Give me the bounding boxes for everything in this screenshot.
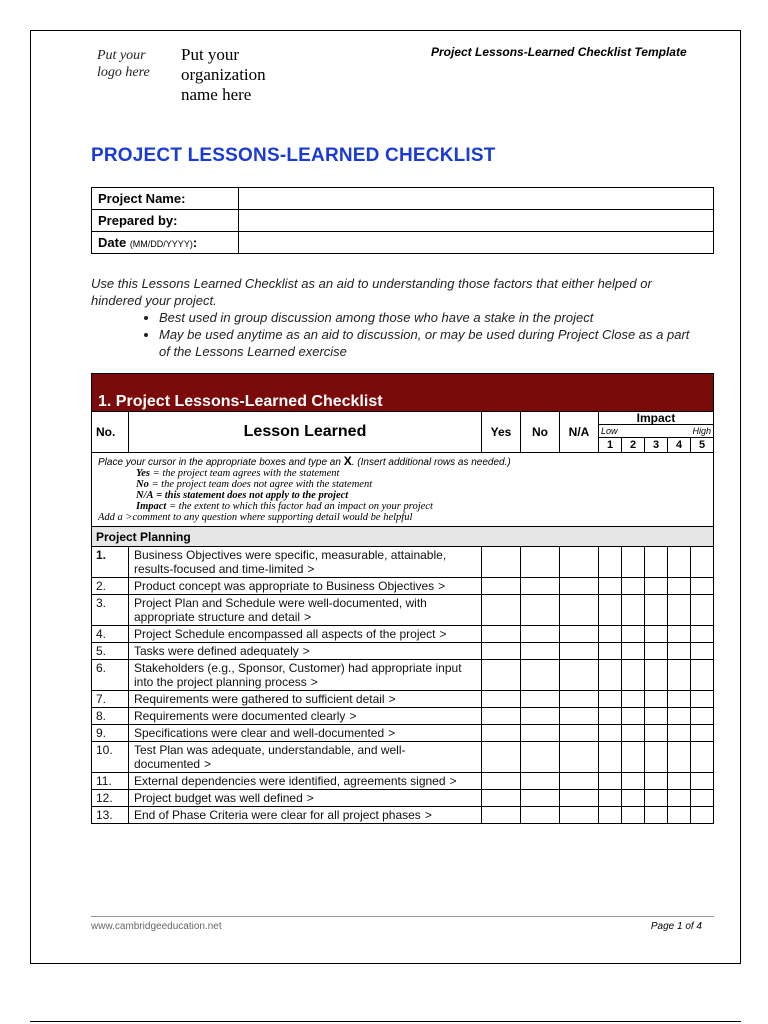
yes-definition: = the project team agrees with the statement (150, 468, 340, 479)
lessons-learned-checklist-table (91, 373, 714, 824)
lesson-text: Specifications were clear and well-documented (134, 726, 385, 740)
row-number: 3. (92, 595, 129, 626)
impact-2-cell[interactable] (622, 742, 645, 773)
impact-high-label: High (692, 426, 711, 436)
row-number: 5. (92, 643, 129, 660)
comment-marker[interactable]: > (449, 774, 457, 788)
date-label-text: Date (98, 235, 127, 250)
row-number: 2. (92, 578, 129, 595)
impact-2-cell[interactable] (622, 578, 645, 595)
impact-label: Impact (636, 411, 676, 425)
date-field[interactable] (239, 232, 714, 254)
impact-1-cell[interactable] (599, 595, 622, 626)
impact-4-cell[interactable] (668, 660, 691, 691)
impact-5-cell[interactable] (691, 807, 714, 824)
group-project-planning: Project Planning (92, 527, 714, 547)
answer-yes-cell[interactable] (482, 773, 521, 790)
impact-3-cell[interactable] (645, 595, 668, 626)
page-footer (91, 916, 714, 932)
impact-3-cell[interactable] (645, 547, 668, 578)
table-row (92, 626, 714, 643)
impact-4-cell[interactable] (668, 790, 691, 807)
comment-marker[interactable]: > (307, 562, 315, 576)
answer-yes-cell[interactable] (482, 691, 521, 708)
answer-no-cell[interactable] (521, 773, 560, 790)
lesson-statement (129, 626, 482, 643)
impact-2-cell[interactable] (622, 595, 645, 626)
impact-low-label: Low (601, 426, 618, 436)
impact-1-cell[interactable] (599, 643, 622, 660)
intro-section (91, 275, 691, 360)
lesson-text: Requirements were documented clearly (134, 709, 346, 723)
row-number: 4. (92, 626, 129, 643)
impact-4-cell[interactable] (668, 578, 691, 595)
impact-3-cell[interactable] (645, 708, 668, 725)
answer-na-cell[interactable] (560, 547, 599, 578)
col-header-impact (599, 412, 714, 453)
table-row (92, 578, 714, 595)
page-title: PROJECT LESSONS-LEARNED CHECKLIST (91, 145, 496, 166)
row-number: 8. (92, 708, 129, 725)
lesson-text: Project budget was well defined (134, 791, 303, 805)
impact-5-cell[interactable] (691, 708, 714, 725)
impact-5-cell[interactable] (691, 626, 714, 643)
document-page (30, 30, 741, 964)
instructions-intro-text: Place your cursor in the appropriate boxes and type an (98, 457, 344, 468)
answer-na-cell[interactable] (560, 708, 599, 725)
answer-na-cell[interactable] (560, 660, 599, 691)
row-number: 12. (92, 790, 129, 807)
impact-3-cell[interactable] (645, 578, 668, 595)
impact-5-cell[interactable] (691, 643, 714, 660)
impact-3-cell[interactable] (645, 742, 668, 773)
answer-no-cell[interactable] (521, 660, 560, 691)
row-number: 1. (92, 547, 129, 578)
table-row (92, 742, 714, 773)
table-row (92, 725, 714, 742)
lesson-statement (129, 725, 482, 742)
prepared-by-label: Prepared by: (92, 210, 239, 232)
lesson-statement (129, 742, 482, 773)
project-name-label: Project Name: (92, 188, 239, 210)
impact-5-cell[interactable] (691, 595, 714, 626)
impact-3-cell[interactable] (645, 807, 668, 824)
impact-5-cell[interactable] (691, 773, 714, 790)
answer-yes-cell[interactable] (482, 643, 521, 660)
lesson-text: Project Plan and Schedule were well-documented, with appropriate structure and detail (134, 596, 427, 624)
lesson-text: External dependencies were identified, agreements signed (134, 774, 446, 788)
answer-no-cell[interactable] (521, 708, 560, 725)
impact-scale-1: 1 (606, 439, 614, 451)
lesson-statement (129, 790, 482, 807)
table-row (92, 643, 714, 660)
lesson-statement (129, 578, 482, 595)
logo-placeholder: Put your logo here (97, 48, 150, 80)
yes-term: Yes (136, 468, 150, 479)
impact-5-cell[interactable] (691, 725, 714, 742)
impact-2-cell[interactable] (622, 643, 645, 660)
answer-yes-cell[interactable] (482, 742, 521, 773)
answer-no-cell[interactable] (521, 725, 560, 742)
lesson-statement (129, 691, 482, 708)
answer-no-cell[interactable] (521, 691, 560, 708)
lesson-text: Product concept was appropriate to Business Objectives (134, 579, 435, 593)
table-row (92, 790, 714, 807)
lesson-statement (129, 807, 482, 824)
no-definition: = the project team does not agree with the statement (148, 479, 373, 490)
impact-3-cell[interactable] (645, 626, 668, 643)
col-header-no: No. (92, 412, 129, 453)
project-info-table (91, 187, 714, 254)
answer-yes-cell[interactable] (482, 725, 521, 742)
prepared-by-field[interactable] (239, 210, 714, 232)
comment-marker[interactable]: > (349, 709, 357, 723)
row-number: 6. (92, 660, 129, 691)
table-row (92, 691, 714, 708)
checklist-section-title: 1. Project Lessons-Learned Checklist (92, 374, 714, 412)
impact-3-cell[interactable] (645, 773, 668, 790)
instructions-x-mark: X (343, 454, 352, 468)
answer-no-cell[interactable] (521, 595, 560, 626)
na-term: N/A (136, 490, 154, 501)
date-label (92, 232, 239, 254)
answer-yes-cell[interactable] (482, 807, 521, 824)
impact-1-cell[interactable] (599, 626, 622, 643)
impact-3-cell[interactable] (645, 790, 668, 807)
impact-3-cell[interactable] (645, 660, 668, 691)
comment-marker[interactable]: > (424, 808, 432, 822)
answer-no-cell[interactable] (521, 578, 560, 595)
page-number: Page 1 of 4 (650, 921, 702, 932)
impact-4-cell[interactable] (668, 626, 691, 643)
document-title: Project Lessons-Learned Checklist Template (431, 45, 687, 59)
impact-4-cell[interactable] (668, 725, 691, 742)
comment-marker[interactable]: > (439, 627, 447, 641)
impact-2-cell[interactable] (622, 807, 645, 824)
answer-na-cell[interactable] (560, 595, 599, 626)
col-header-na: N/A (560, 412, 599, 453)
impact-1-cell[interactable] (599, 773, 622, 790)
impact-scale-3: 3 (644, 438, 667, 452)
answer-na-cell[interactable] (560, 807, 599, 824)
comment-marker[interactable]: > (388, 692, 396, 706)
impact-4-cell[interactable] (668, 773, 691, 790)
impact-1-cell[interactable] (599, 807, 622, 824)
answer-yes-cell[interactable] (482, 660, 521, 691)
comment-marker[interactable]: > (204, 757, 212, 771)
table-row (92, 708, 714, 725)
impact-1-cell[interactable] (599, 660, 622, 691)
table-row (92, 595, 714, 626)
answer-na-cell[interactable] (560, 790, 599, 807)
impact-4-cell[interactable] (668, 807, 691, 824)
impact-2-cell[interactable] (622, 691, 645, 708)
impact-3-cell[interactable] (645, 725, 668, 742)
table-row (92, 807, 714, 824)
answer-yes-cell[interactable] (482, 595, 521, 626)
lesson-text: Business Objectives were specific, measurable, attainable, results-focused and time-limited (134, 548, 447, 576)
impact-3-cell[interactable] (645, 691, 668, 708)
impact-4-cell[interactable] (668, 708, 691, 725)
answer-no-cell[interactable] (521, 643, 560, 660)
answer-no-cell[interactable] (521, 807, 560, 824)
answer-no-cell[interactable] (521, 742, 560, 773)
impact-2-cell[interactable] (622, 725, 645, 742)
comment-marker[interactable]: > (306, 791, 314, 805)
impact-2-cell[interactable] (622, 547, 645, 578)
impact-1-cell[interactable] (599, 691, 622, 708)
impact-scale-4: 4 (667, 438, 690, 452)
impact-1-cell[interactable] (599, 708, 622, 725)
lesson-statement (129, 708, 482, 725)
date-format-hint: (MM/DD/YYYY) (129, 239, 193, 249)
instruction-na (98, 490, 707, 501)
impact-4-cell[interactable] (668, 742, 691, 773)
lesson-statement (129, 595, 482, 626)
lesson-statement (129, 643, 482, 660)
answer-yes-cell[interactable] (482, 708, 521, 725)
impact-1-cell[interactable] (599, 742, 622, 773)
answer-na-cell[interactable] (560, 773, 599, 790)
impact-2-cell[interactable] (622, 708, 645, 725)
col-header-lesson: Lesson Learned (129, 412, 482, 453)
row-number: 10. (92, 742, 129, 773)
answer-no-cell[interactable] (521, 547, 560, 578)
impact-scale-numbers (599, 438, 713, 452)
col-header-no-answer: No (521, 412, 560, 453)
page-divider (30, 1021, 741, 1022)
answer-na-cell[interactable] (560, 725, 599, 742)
instruction-comment-note: Add a >comment to any question where supporting detail would be helpful (98, 512, 413, 523)
lesson-text: Project Schedule encompassed all aspects of the project (134, 627, 436, 641)
instructions-intro (98, 456, 707, 468)
row-number: 11. (92, 773, 129, 790)
impact-5-cell[interactable] (691, 742, 714, 773)
answer-na-cell[interactable] (560, 578, 599, 595)
answer-na-cell[interactable] (560, 691, 599, 708)
lesson-text: End of Phase Criteria were clear for all project phases (134, 808, 421, 822)
intro-bullet: • May be used anytime as an aid to discussion, or may be used during Project Close as a part of the Lessons Learned exercise (159, 326, 691, 360)
lesson-text: Tasks were defined adequately (134, 644, 299, 658)
comment-marker[interactable]: > (304, 610, 312, 624)
intro-bullet: • Best used in group discussion among those who have a stake in the project (159, 309, 691, 326)
answer-na-cell[interactable] (560, 626, 599, 643)
project-name-field[interactable] (239, 188, 714, 210)
impact-4-cell[interactable] (668, 643, 691, 660)
comment-marker[interactable]: > (388, 726, 396, 740)
instruction-yes (98, 468, 707, 479)
row-number: 9. (92, 725, 129, 742)
answer-no-cell[interactable] (521, 626, 560, 643)
answer-yes-cell[interactable] (482, 578, 521, 595)
impact-scale-labels (599, 424, 713, 438)
answer-yes-cell[interactable] (482, 547, 521, 578)
lesson-text: Test Plan was adequate, understandable, and well-documented (134, 743, 406, 771)
row-number: 7. (92, 691, 129, 708)
na-definition: = this statement does not apply to the project (153, 490, 349, 501)
comment-marker[interactable]: > (438, 579, 446, 593)
footer-url: www.cambridgeeducation.net (91, 921, 222, 932)
table-row (92, 660, 714, 691)
checklist-instructions (92, 453, 714, 527)
intro-text: Use this Lessons Learned Checklist as an aid to understanding those factors that either helped or hindered your project. (91, 276, 652, 308)
impact-1-cell[interactable] (599, 790, 622, 807)
impact-1-cell[interactable] (599, 547, 622, 578)
checklist-rows (92, 547, 714, 824)
impact-2-cell[interactable] (622, 660, 645, 691)
row-number: 13. (92, 807, 129, 824)
lesson-text: Requirements were gathered to sufficient detail (134, 692, 385, 706)
impact-5-cell[interactable] (691, 691, 714, 708)
impact-scale-5: 5 (690, 438, 713, 452)
instruction-no (98, 479, 707, 490)
answer-yes-cell[interactable] (482, 626, 521, 643)
impact-2-cell[interactable] (622, 790, 645, 807)
impact-4-cell[interactable] (668, 691, 691, 708)
impact-1-cell[interactable] (599, 725, 622, 742)
impact-term: Impact (136, 501, 167, 512)
impact-definition: = the extent to which this factor had an impact on your project (166, 501, 433, 512)
impact-scale-2: 2 (621, 438, 644, 452)
comment-marker[interactable]: > (310, 675, 318, 689)
answer-no-cell[interactable] (521, 790, 560, 807)
table-row (92, 547, 714, 578)
impact-2-cell[interactable] (622, 773, 645, 790)
comment-marker[interactable]: > (302, 644, 310, 658)
impact-4-cell[interactable] (668, 547, 691, 578)
organization-name-placeholder: Put your organization name here (181, 45, 266, 104)
lesson-statement (129, 773, 482, 790)
answer-na-cell[interactable] (560, 742, 599, 773)
impact-1-cell[interactable] (599, 578, 622, 595)
no-term: No (136, 479, 149, 490)
lesson-statement (129, 547, 482, 578)
instructions-intro-text-end: . (Insert additional rows as needed.) (351, 457, 511, 468)
lesson-text: Stakeholders (e.g., Sponsor, Customer) had appropriate input into the project planning process (134, 661, 462, 689)
impact-3-cell[interactable] (645, 643, 668, 660)
impact-5-cell[interactable] (691, 790, 714, 807)
instruction-impact (98, 501, 707, 512)
impact-5-cell[interactable] (691, 547, 714, 578)
impact-5-cell[interactable] (691, 660, 714, 691)
answer-na-cell[interactable] (560, 643, 599, 660)
lesson-statement (129, 660, 482, 691)
table-row (92, 773, 714, 790)
col-header-yes: Yes (482, 412, 521, 453)
impact-5-cell[interactable] (691, 578, 714, 595)
answer-yes-cell[interactable] (482, 790, 521, 807)
impact-4-cell[interactable] (668, 595, 691, 626)
intro-bullet-list (91, 309, 691, 360)
impact-2-cell[interactable] (622, 626, 645, 643)
date-label-suffix: : (192, 235, 198, 250)
